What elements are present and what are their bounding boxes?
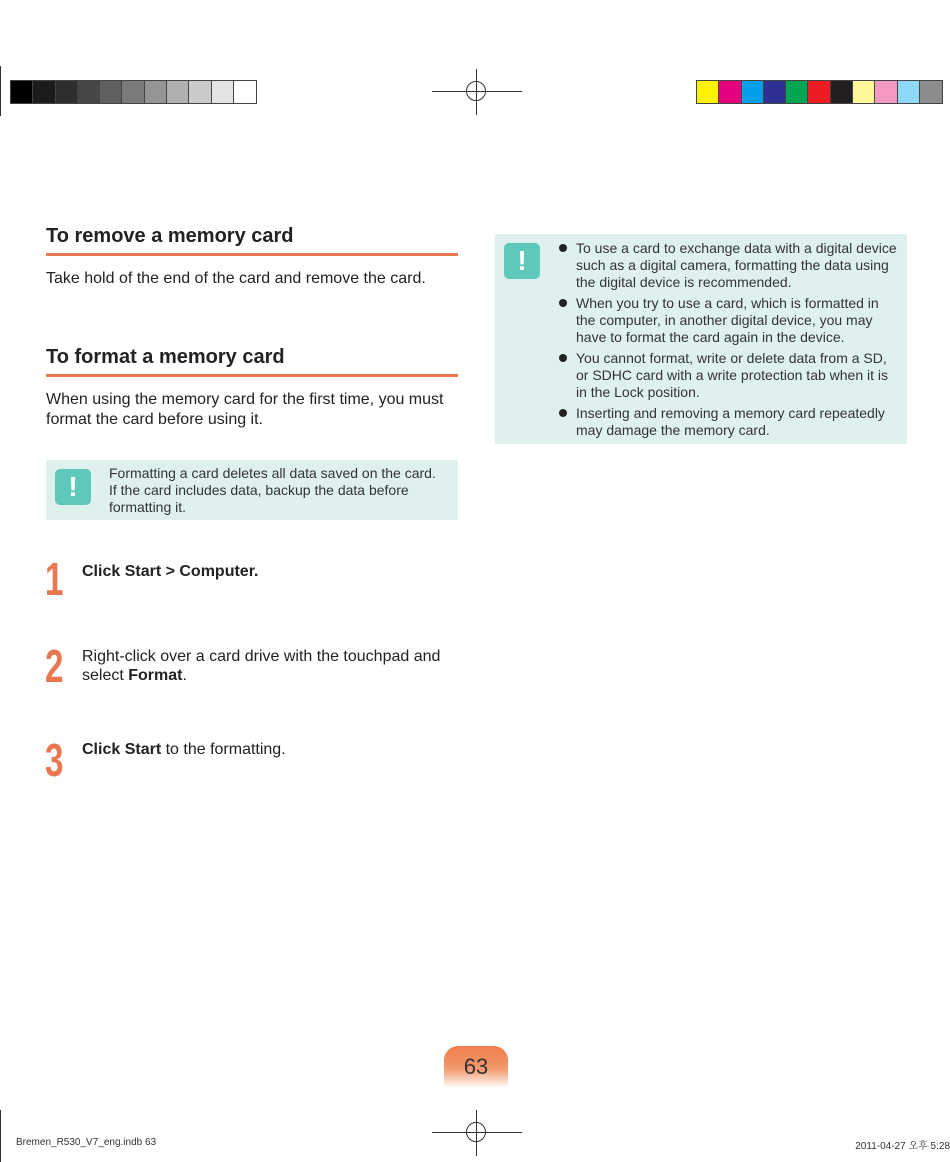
step-text-plain: to the formatting. (161, 741, 286, 758)
step-text-bold: Format (128, 667, 183, 684)
format-card-heading: To format a memory card (46, 345, 458, 377)
bullet-item (558, 295, 900, 346)
gray-swatch-5 (122, 81, 144, 103)
gray-swatch-3 (78, 81, 100, 103)
registration-mark-bottom (432, 1110, 522, 1156)
color-swatch-3 (764, 81, 786, 103)
bullet-text: Inserting and removing a memory card repeatedly may damage the memory card. (576, 405, 885, 438)
step-text-bold: Click Start > Computer. (82, 563, 259, 580)
step-text (82, 740, 462, 759)
remove-card-text: Take hold of the end of the card and remove the card. (46, 270, 426, 287)
format-warning-line-1: Formatting a card deletes all data saved on the card. (109, 465, 436, 481)
color-swatch-1 (719, 81, 741, 103)
bullet-text: You cannot format, write or delete data from a SD, or SDHC card with a write protection tab when it is in the Lock position. (576, 350, 889, 400)
footer-timestamp: 2011-04-27 오후 5:28 (855, 1141, 950, 1152)
format-warning-line-2: If the card includes data, backup the data before (109, 482, 409, 498)
gray-swatch-9 (212, 81, 234, 103)
gray-swatch-2 (56, 81, 78, 103)
step-number: 2 (45, 640, 64, 692)
gray-swatch-8 (189, 81, 211, 103)
step-number: 1 (45, 553, 64, 605)
gray-swatch-6 (145, 81, 167, 103)
bullet-dot-icon (559, 244, 567, 252)
format-warning-text (109, 465, 454, 516)
step-number: 3 (45, 734, 64, 786)
bullet-text: When you try to use a card, which is formatted in the computer, in another digital device, you may have to format the card again in the device. (576, 295, 879, 345)
registration-mark-top (432, 69, 522, 115)
bullet-item (558, 405, 900, 439)
color-swatch-5 (808, 81, 830, 103)
grayscale-color-bar (10, 80, 257, 104)
color-swatch-9 (898, 81, 920, 103)
color-swatch-6 (831, 81, 853, 103)
step-text (82, 647, 462, 685)
exclamation-icon: ! (504, 243, 540, 279)
crop-mark-left-top (0, 66, 1, 116)
step-text-plain: . (182, 667, 187, 684)
footer-file-info: Bremen_R530_V7_eng.indb 63 (16, 1137, 157, 1148)
step-text-plain: Right-click over a card drive with the touchpad and select (82, 648, 441, 684)
bullet-dot-icon (559, 299, 567, 307)
format-warning-line-3: formatting it. (109, 499, 187, 515)
page-number: 63 (444, 1046, 508, 1088)
gray-swatch-1 (33, 81, 55, 103)
bullet-item (558, 350, 900, 401)
bullet-item (558, 240, 900, 291)
gray-swatch-0 (11, 81, 33, 103)
exclamation-icon: ! (55, 469, 91, 505)
bullet-text: To use a card to exchange data with a digital device such as a digital camera, formatting the data using the digital device is recommended. (576, 240, 897, 290)
gray-swatch-10 (234, 81, 256, 103)
step-text (82, 562, 462, 581)
gray-swatch-4 (100, 81, 122, 103)
color-swatch-7 (853, 81, 875, 103)
cmyk-color-bar (696, 80, 943, 104)
remove-card-heading: To remove a memory card (46, 224, 458, 256)
gray-swatch-7 (167, 81, 189, 103)
color-swatch-10 (920, 81, 942, 103)
format-warning-note (46, 460, 458, 520)
step-text-bold: Click Start (82, 741, 162, 758)
bullet-dot-icon (559, 354, 567, 362)
color-swatch-2 (742, 81, 764, 103)
crop-mark-left-bottom (0, 1110, 1, 1162)
bullet-dot-icon (559, 409, 567, 417)
color-swatch-4 (786, 81, 808, 103)
color-swatch-0 (697, 81, 719, 103)
color-swatch-8 (875, 81, 897, 103)
card-usage-bullets (558, 240, 900, 443)
format-card-text: When using the memory card for the first time, you must format the card before using it. (46, 391, 444, 428)
